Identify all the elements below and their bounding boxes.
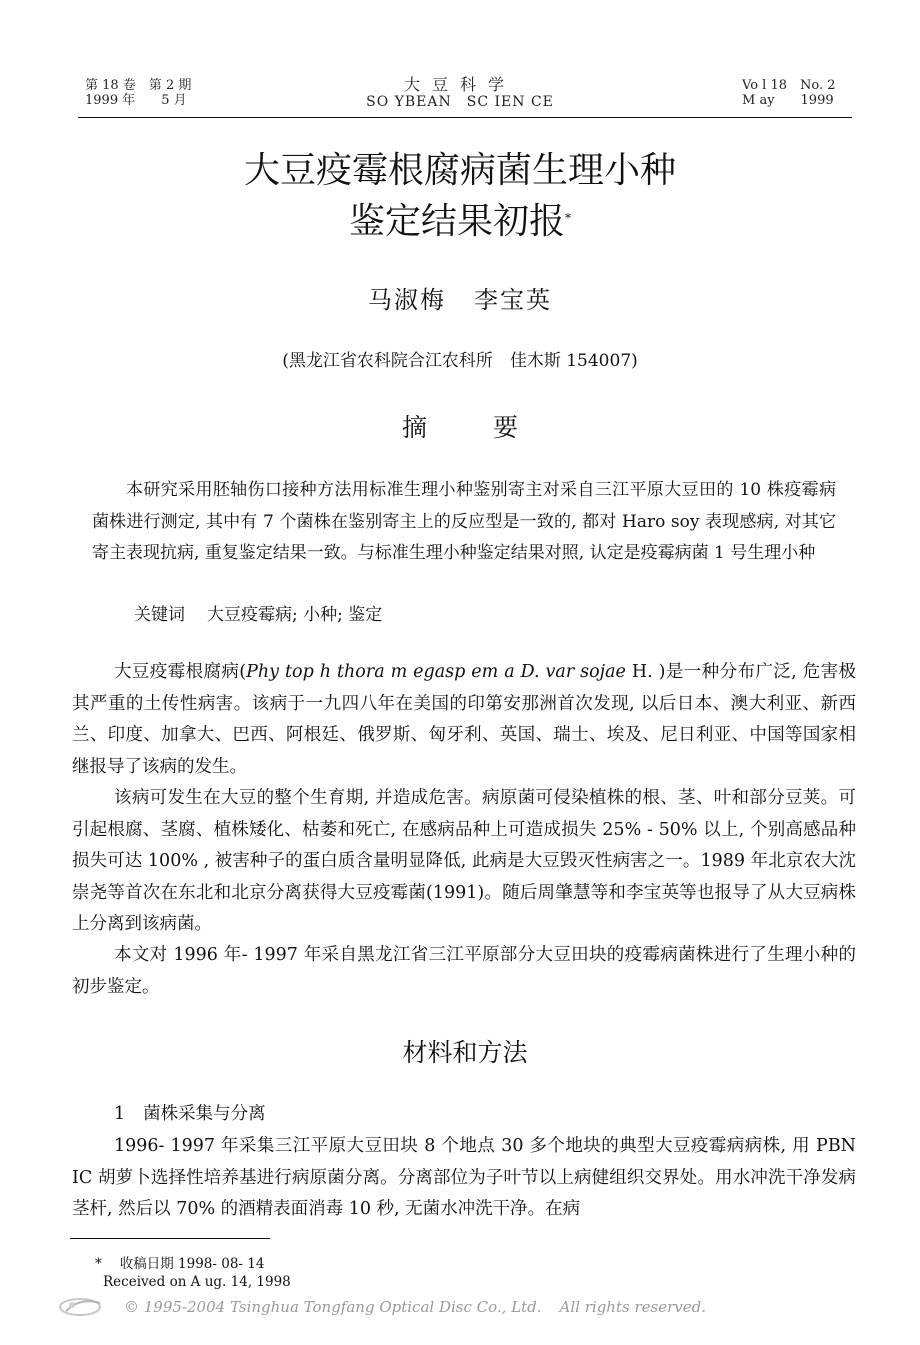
footnote-received-cn xyxy=(95,1256,264,1273)
abstract-heading: 摘要 xyxy=(401,413,584,442)
authors xyxy=(0,280,920,315)
section-title: 材料和方法 xyxy=(402,1038,528,1067)
issue-info-en xyxy=(742,78,847,108)
issue-date-en: M ay 1999 xyxy=(742,93,834,108)
footnote-received-en: Received on A ug. 14, 1998 xyxy=(103,1274,291,1290)
copyright-notice xyxy=(124,1298,706,1316)
author-2: 李宝英 xyxy=(474,286,552,314)
subsection-heading xyxy=(114,1099,266,1130)
author-1: 马淑梅 xyxy=(368,286,446,314)
cnki-logo-icon xyxy=(56,1293,108,1319)
subsection-number: 1 xyxy=(114,1104,126,1124)
species-name: Phy top h thora m egasp em a D. var sojae xyxy=(246,662,626,682)
issue-info xyxy=(85,78,191,108)
received-date-cn: 收稿日期 1998- 08- 14 xyxy=(119,1256,265,1272)
volume-issue-en: Vo l 18 No. 2 xyxy=(742,78,836,93)
body-paragraph-3: 本文对 1996 年- 1997 年采自黑龙江省三江平原部分大豆田块的疫霉病菌株进行了生理小种的初步鉴定。 xyxy=(72,945,856,997)
title-footnote-mark: * xyxy=(565,211,571,225)
journal-name-en: SO YBEAN SC IEN CE xyxy=(366,94,554,110)
footnote-star: * xyxy=(95,1256,102,1272)
copyright-rights: All rights reserved. xyxy=(559,1298,706,1316)
subsection-title: 菌株采集与分离 xyxy=(143,1104,266,1124)
header-rule xyxy=(78,117,852,118)
affiliation: (黑龙江省农科院合江农科所 佳木斯 154007) xyxy=(282,351,638,371)
journal-name-cn: 大豆科学 xyxy=(403,75,516,94)
body-paragraph-4: 1996- 1997 年采集三江平原大豆田块 8 个地点 30 多个地块的典型大豆疫霉病病株, 用 PBN IC 胡萝卜选择性培养基进行病原菌分离。分离部位为子叶节以上病健组织交界处。用水冲洗干净发病茎杆, 然后以 70% 的酒精表面消毒 10 秒, 无菌水冲洗干净。在病 xyxy=(72,1136,856,1219)
volume-issue: 第 18 卷 第 2 期 xyxy=(85,78,192,93)
body-paragraph-2: 该病可发生在大豆的整个生育期, 并造成危害。病原菌可侵染植株的根、茎、叶和部分豆荚。可引起根腐、茎腐、植株矮化、枯萎和死亡, 在感病品种上可造成损失 25% - 50% 以上, 个别高感品种损失可达 100% , 被害种子的蛋白质含量明显降低, 此病是大豆毁灭性病害之一。1989 年北京农大沈崇尧等首次在东北和北京分离获得大豆疫霉菌(1991)。随后周肇慧等和李宝英等也报导了从大豆病株上分离到该病菌。 xyxy=(72,788,856,934)
footnote-rule xyxy=(70,1238,270,1239)
title-text: 鉴定结果初报 xyxy=(348,201,565,242)
keywords-label: 关键词 xyxy=(134,605,185,625)
p1-intro: 大豆疫霉根腐病( xyxy=(114,662,247,682)
copyright-text: © 1995-2004 Tsinghua Tongfang Optical Disc Co., Ltd. xyxy=(124,1298,542,1316)
abstract-text: 本研究采用胚轴伤口接种方法用标准生理小种鉴别寄主对采自三江平原大豆田的 10 株疫霉病菌株进行测定, 其中有 7 个菌株在鉴别寄主上的反应型是一致的, 都对 Haro soy 表现感病, 对其它寄主表现抗病, 重复鉴定结果一致。与标准生理小种鉴定结果对照, 认定是疫霉病菌 1 号生理小种 xyxy=(92,480,836,563)
article-title-line2 xyxy=(100,198,820,246)
keywords-list: 大豆疫霉病; 小种; 鉴定 xyxy=(207,605,383,625)
issue-date: 1999 年 5 月 xyxy=(85,93,187,108)
keywords xyxy=(134,600,382,631)
journal-name xyxy=(340,76,580,110)
article-title-line1: 大豆疫霉根腐病菌生理小种 xyxy=(243,150,676,191)
body-paragraph-1 xyxy=(72,657,856,783)
p1-rest: H. )是一种分布广泛, 危害极其严重的土传性病害。该病于一九四八年在美国的印第安那洲首次发现, 以后日本、澳大利亚、新西兰、印度、加拿大、巴西、阿根廷、俄罗斯、匈牙利、英国、瑞士、埃及、尼日利亚、中国等国家相继报导了该病的发生。 xyxy=(72,662,857,777)
